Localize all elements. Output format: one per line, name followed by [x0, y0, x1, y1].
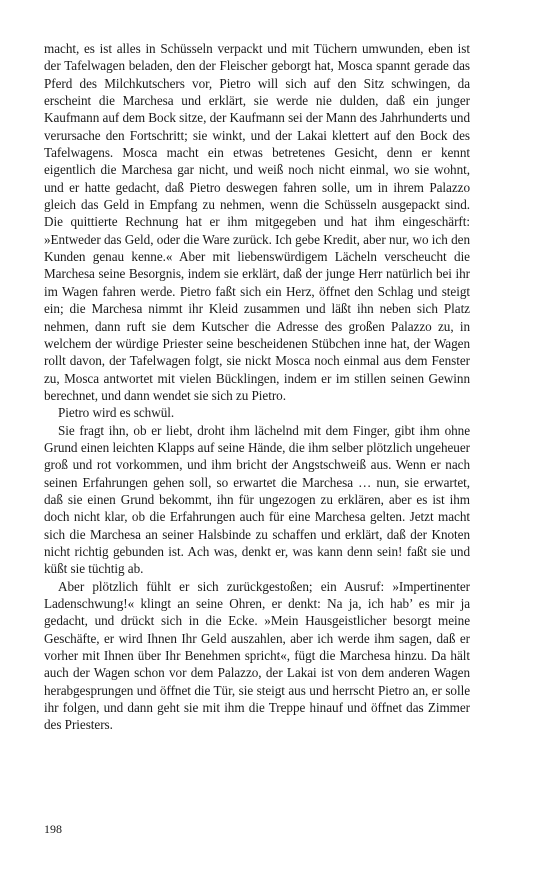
- page-number: 198: [44, 822, 62, 836]
- paragraph-3: Sie fragt ihn, ob er liebt, droht ihm lächelnd mit dem Finger, gibt ihm ohne Grund einen leichten Klapps auf seine Hände, die ihm selber plötzlich ungeheuer groß und rot vorkommen, und ihm bricht der Angstschweiß aus. Wenn er nach seinen Erfahrungen gehen soll, so erwartet die Marchesa … nun, sie erwartet, daß sie einen Grund bekommt, ihn für ungezogen zu erklären, aber es ist ihm doch nicht klar, ob die Erfahrungen auch für eine Marchesa gelten. Jetzt macht sich die Marchesa an seiner Halsbinde zu schaffen und erklärt, daß der Knoten nicht richtig gebunden ist. Ach was, denkt er, was kann denn sein! faßt sie und küßt sie tüchtig ab.: [44, 422, 470, 577]
- paragraph-2: Pietro wird es schwül.: [58, 405, 175, 421]
- paragraph-4: Aber plötzlich fühlt er sich zurückgestoßen; ein Ausruf: »Impertinenter Ladenschwung!« klingt an seine Ohren, er denkt: Na ja, ich hab’ es mir ja gedacht, und drückt sich in die Ecke. »Mein Hausgeistlicher besorgt meine Geschäfte, er wird Ihnen Ihr Geld auszahlen, aber ich werde ihm sagen, daß er vorher mit Ihnen über Ihr Benehmen spricht«, fügt die Marchesa hinzu. Da hält auch der Wagen schon vor dem Palazzo, der Lakai ist von dem anderen Wagen herabgesprungen und öffnet die Tür, sie steigt aus und herrscht Pietro an, er solle ihr folgen, und dann geht sie mit ihm die Treppe hinauf und öffnet das Zimmer des Priesters.: [44, 578, 470, 733]
- paragraph-1: macht, es ist alles in Schüsseln verpackt und mit Tüchern umwunden, eben ist der Tafelwagen beladen, den der Fleischer geborgt hat, Mosca spannt gerade das Pferd des Milchkutschers vor, Pietro will sich auf den Sitz schwingen, da erscheint die Marchesa und erklärt, sie werde nie dulden, daß ein junger Kaufmann auf dem Bock sitze, der Kaufmann sei der Mann des Jahrhunderts und verursache den Fortschritt; sie winkt, und der Lakai klettert auf den Bock des Tafelwagens. Mosca macht ein etwas betretenes Gesicht, denn er kennt eigentlich die Marchesa gar nicht, und weiß noch nicht einmal, wo sie wohnt, und er hatte gedacht, daß Pietro deswegen fahren solle, um in ihrem Palazzo gleich das Geld in Empfang zu nehmen, wenn die Schüsseln ausgepackt sind. Die quittierte Rechnung hat er ihm mitgegeben und hat ihm eingeschärft: »Entweder das Geld, oder die Ware zurück. Ich gebe Kredit, aber nur, wo ich den Kunden genau kenne.« Aber mit liebenswürdigem Lächeln verscheucht die Marchesa seine Besorgnis, indem sie erklärt, daß der junge Herr natürlich bei ihr im Wagen fahren werde. Pietro faßt sich ein Herz, öffnet den Schlag und steigt ein; die Marchesa nimmt ihr Kleid zusammen und läßt ihn neben sich Platz nehmen, dann ruft sie dem Kutscher die Adresse des großen Palazzo zu, in welchem der würdige Priester seine bescheidenen Stübchen inne hat, der Wagen rollt davon, der Tafelwagen folgt, sie nickt Mosca noch einmal aus dem Fenster zu, Mosca antwortet mit vielen Bücklingen, indem er im stillen seinen Gewinn berechnet, und dann wendet sie sich zu Pietro.: [44, 41, 470, 403]
- page-body: [44, 40, 470, 734]
